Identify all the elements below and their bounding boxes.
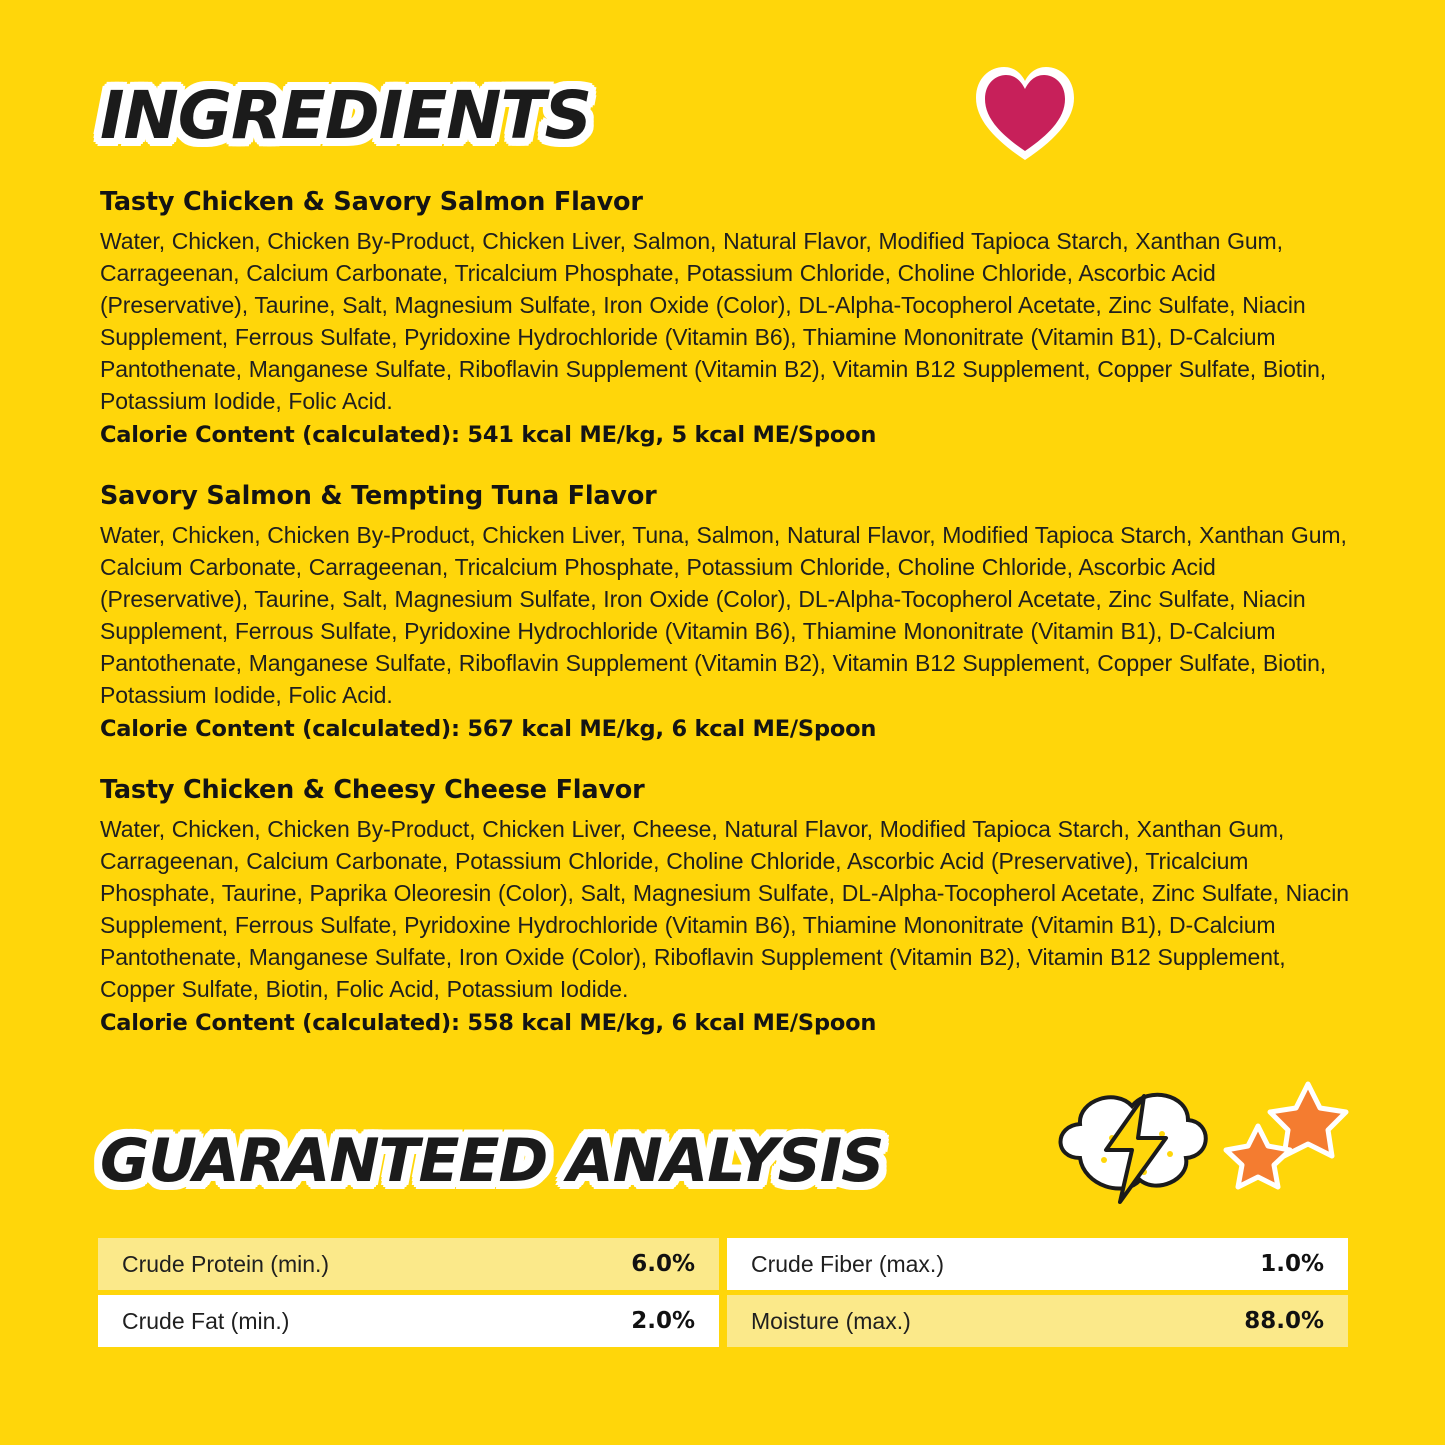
flavor-block	[100, 479, 1362, 745]
calorie-content: Calorie Content (calculated): 558 kcal ME/kg, 6 kcal ME/Spoon	[100, 1010, 877, 1036]
flavor-ingredients: Water, Chicken, Chicken By-Product, Chicken Liver, Tuna, Salmon, Natural Flavor, Modified Tapioca Starch, Xanthan Gum, Calcium Carbonate, Carrageenan, Tricalcium Phosphate, Potassium Chloride, Choline Chloride, Ascorbic Acid (Preservative), Taurine, Salt, Magnesium Sulfate, Iron Oxide (Color), DL-Alpha-Tocopherol Acetate, Zinc Sulfate, Niacin Supplement, Ferrous Sulfate, Pyridoxine Hydrochloride (Vitamin B6), Thiamine Mononitrate (Vitamin B1), D-Calcium Pantothenate, Manganese Sulfate, Riboflavin Supplement (Vitamin B2), Vitamin B12 Supplement, Copper Sulfate, Biotin, Potassium Iodide, Folic Acid.	[100, 522, 1347, 708]
ga-label: Crude Fiber (max.)	[751, 1250, 944, 1277]
flavor-name: Savory Salmon & Tempting Tuna Flavor	[100, 481, 657, 511]
calorie-content: Calorie Content (calculated): 567 kcal ME/kg, 6 kcal ME/Spoon	[100, 716, 877, 742]
star-icon	[1270, 1084, 1346, 1156]
flavor-block	[100, 185, 1362, 451]
guaranteed-analysis-table	[98, 1238, 1348, 1347]
ga-label: Moisture (max.)	[751, 1307, 911, 1334]
ga-value: 6.0%	[631, 1251, 695, 1277]
calorie-content: Calorie Content (calculated): 541 kcal ME/kg, 5 kcal ME/Spoon	[100, 422, 877, 448]
flavor-name: Tasty Chicken & Savory Salmon Flavor	[100, 187, 643, 217]
ga-label: Crude Protein (min.)	[122, 1250, 330, 1277]
flavor-block	[100, 773, 1362, 1039]
flavor-ingredients: Water, Chicken, Chicken By-Product, Chicken Liver, Salmon, Natural Flavor, Modified Tapioca Starch, Xanthan Gum, Carrageenan, Calcium Carbonate, Tricalcium Phosphate, Potassium Chloride, Choline Chloride, Ascorbic Acid (Preservative), Taurine, Salt, Magnesium Sulfate, Iron Oxide (Color), DL-Alpha-Tocopherol Acetate, Zinc Sulfate, Niacin Supplement, Ferrous Sulfate, Pyridoxine Hydrochloride (Vitamin B6), Thiamine Mononitrate (Vitamin B1), D-Calcium Pantothenate, Manganese Sulfate, Riboflavin Supplement (Vitamin B2), Vitamin B12 Supplement, Copper Sulfate, Biotin, Potassium Iodide, Folic Acid.	[100, 228, 1327, 414]
heart-icon	[972, 62, 1078, 166]
ga-value: 88.0%	[1244, 1308, 1324, 1334]
guaranteed-analysis-heading: GUARANTEED ANALYSIS	[100, 1126, 884, 1196]
table-row	[727, 1295, 1348, 1347]
table-row	[98, 1238, 719, 1290]
ingredients-sections	[100, 185, 1362, 1067]
flavor-name: Tasty Chicken & Cheesy Cheese Flavor	[100, 775, 645, 805]
star-icon	[1226, 1126, 1290, 1187]
table-row	[98, 1295, 719, 1347]
lightning-bolt-icon	[1061, 1095, 1206, 1202]
ga-value: 2.0%	[631, 1308, 695, 1334]
ingredients-heading: INGREDIENTS	[100, 77, 592, 154]
ga-value: 1.0%	[1260, 1251, 1324, 1277]
flavor-ingredients: Water, Chicken, Chicken By-Product, Chicken Liver, Cheese, Natural Flavor, Modified Tapioca Starch, Xanthan Gum, Carrageenan, Calcium Carbonate, Potassium Chloride, Choline Chloride, Ascorbic Acid (Preservative), Tricalcium Phosphate, Taurine, Paprika Oleoresin (Color), Salt, Magnesium Sulfate, DL-Alpha-Tocopherol Acetate, Zinc Sulfate, Niacin Supplement, Ferrous Sulfate, Pyridoxine Hydrochloride (Vitamin B6), Thiamine Mononitrate (Vitamin B1), D-Calcium Pantothenate, Manganese Sulfate, Iron Oxide (Color), Riboflavin Supplement (Vitamin B2), Vitamin B12 Supplement, Copper Sulfate, Biotin, Folic Acid, Potassium Iodide.	[100, 816, 1349, 1002]
bolt-badge	[1040, 1080, 1350, 1210]
table-row	[727, 1238, 1348, 1290]
ga-label: Crude Fat (min.)	[122, 1307, 290, 1334]
